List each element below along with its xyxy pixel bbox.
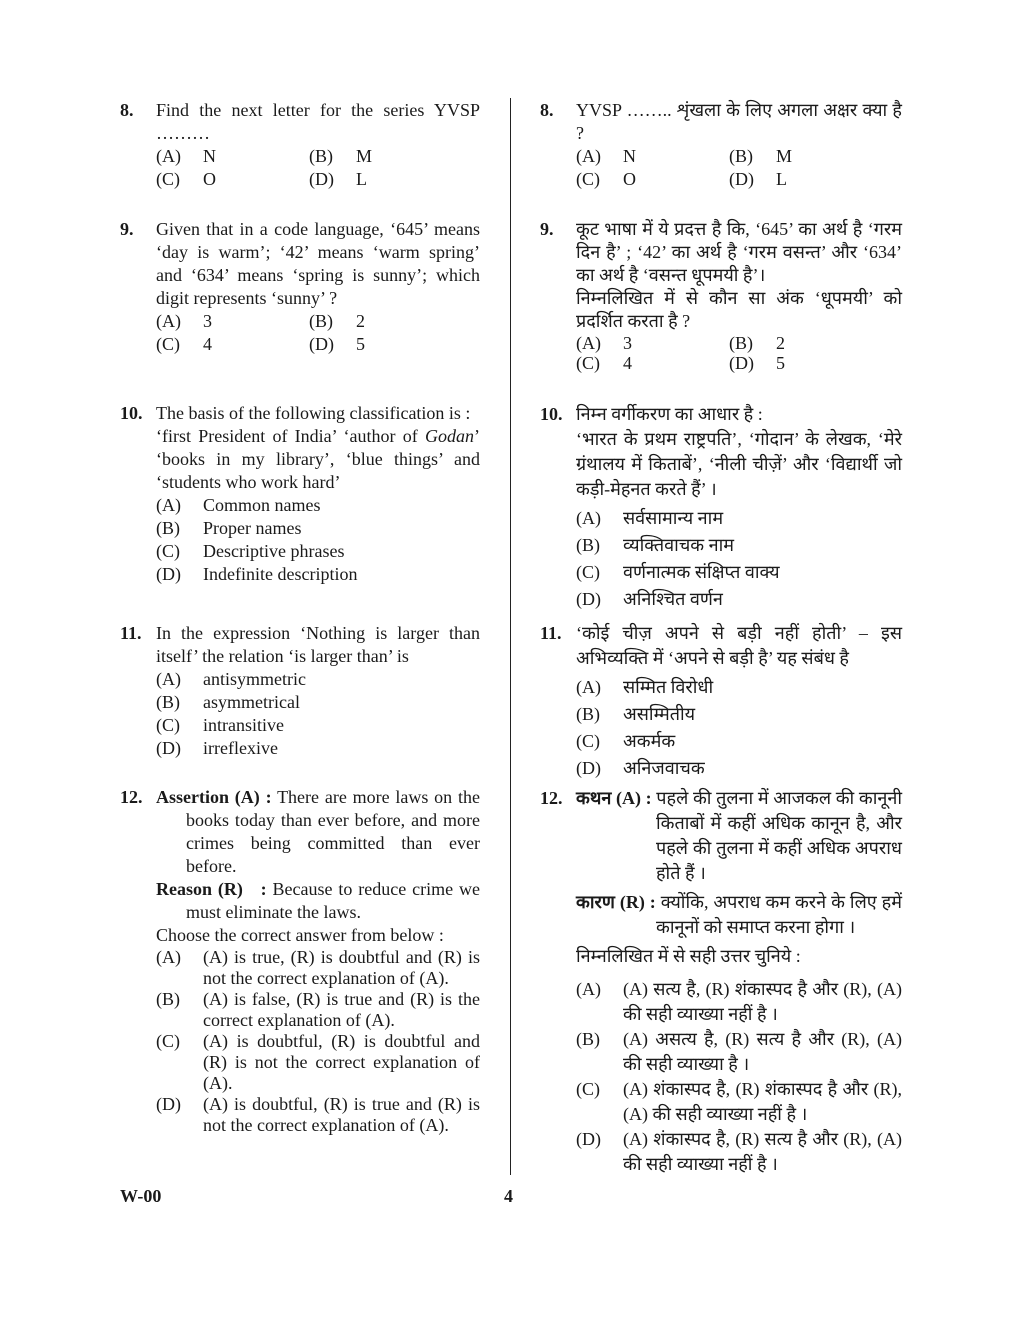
question-number: 10.	[120, 403, 143, 423]
option-b	[576, 533, 902, 558]
option-b	[729, 145, 902, 168]
option-text: अकर्मक	[623, 731, 676, 751]
option-label: (C)	[156, 715, 180, 735]
option-a	[576, 145, 729, 168]
column-divider	[510, 98, 511, 1175]
option-b	[309, 310, 480, 333]
option-label: (A)	[156, 495, 181, 515]
reason	[156, 878, 480, 924]
option-label: (D)	[156, 1094, 181, 1114]
option-label: (B)	[729, 146, 753, 166]
text-part: ‘first President of India’ ‘author of	[156, 426, 425, 446]
option-label: (B)	[309, 146, 333, 166]
options	[576, 333, 902, 373]
option-text: वर्णनात्मक संक्षिप्त वाक्य	[623, 562, 780, 582]
option-c	[576, 353, 729, 373]
question-text: In the expression ‘Nothing is larger than itself’ the relation ‘is larger than’ is	[156, 623, 480, 666]
options	[576, 977, 902, 1177]
question-12	[540, 786, 902, 1177]
option-label: (B)	[156, 518, 180, 538]
paper-code: W-00	[120, 1186, 162, 1206]
option-text: सम्मित विरोधी	[623, 677, 714, 697]
option-a	[156, 947, 480, 989]
option-label: (D)	[156, 738, 181, 758]
option-text: antisymmetric	[203, 669, 306, 689]
page-number: 4	[504, 1186, 513, 1206]
assertion-label: कथन (A) :	[576, 788, 652, 808]
reason-text: Because to reduce crime we must eliminate the laws.	[186, 879, 480, 922]
option-label: (B)	[156, 692, 180, 712]
option-text: M	[356, 146, 373, 166]
option-label: (B)	[576, 1029, 600, 1049]
book-title: Godan	[425, 426, 474, 446]
option-text: O	[623, 169, 636, 189]
option-text: asymmetrical	[203, 692, 300, 712]
option-label: (A)	[156, 311, 181, 331]
option-text: O	[203, 169, 216, 189]
assertion	[156, 786, 480, 878]
reason-label: कारण (R) :	[576, 892, 656, 912]
options	[576, 145, 902, 191]
option-label: (C)	[156, 1031, 180, 1051]
question-8	[540, 99, 902, 191]
option-text: L	[776, 169, 787, 189]
question-text: निम्न वर्गीकरण का आधार है :	[576, 404, 763, 424]
reason-label: Reason (R)	[156, 879, 243, 899]
option-label: (A)	[156, 146, 181, 166]
option-label: (C)	[576, 169, 600, 189]
option-label: (B)	[576, 535, 600, 555]
question-number: 9.	[120, 219, 134, 239]
option-d	[156, 563, 480, 586]
option-c	[576, 1077, 902, 1127]
option-d	[156, 737, 480, 760]
question-number: 10.	[540, 404, 563, 424]
question-9	[120, 218, 480, 356]
options	[576, 675, 902, 781]
option-label: (A)	[156, 669, 181, 689]
option-text: irreflexive	[203, 738, 278, 758]
option-label: (B)	[729, 333, 753, 353]
option-label: (C)	[576, 562, 600, 582]
option-a	[156, 668, 480, 691]
question-text-2: निम्नलिखित में से कौन सा अंक ‘धूपमयी’ को प्रदर्शित करता है ?	[576, 288, 902, 331]
option-label: (A)	[576, 146, 601, 166]
text-part: ’ ‘books in my library’, ‘blue things’ and ‘students who work hard’	[156, 426, 480, 492]
options	[156, 310, 480, 356]
question-number: 8.	[540, 100, 554, 120]
question-11	[120, 622, 480, 760]
option-c	[156, 333, 309, 356]
option-text: 2	[356, 311, 365, 331]
option-d	[576, 1127, 902, 1177]
classification-items: ‘भारत के प्रथम राष्ट्रपति’, ‘गोदान’ के लेखक, ‘मेरे ग्रंथालय में किताबें’, ‘नीली चीज़ें’ और ‘विद्यार्थी जो कड़ी-मेहनत करते हैं’ ।	[576, 429, 902, 499]
option-text: 3	[203, 311, 212, 331]
question-10	[120, 402, 480, 586]
question-number: 12.	[120, 787, 143, 807]
assertion-text: पहले की तुलना में आजकल की कानूनी किताबों में कहीं अधिक कानून है, और पहले की तुलना में कहीं अधिक अपराध होते हैं ।	[656, 788, 902, 883]
option-label: (C)	[156, 334, 180, 354]
option-label: (B)	[309, 311, 333, 331]
option-text: अनिश्चित वर्णन	[623, 589, 723, 609]
option-c	[576, 729, 902, 754]
option-text: (A) is doubtful, (R) is true and (R) is not the correct explanation of (A).	[203, 1094, 480, 1135]
option-text: (A) is false, (R) is true and (R) is the correct explanation of (A).	[203, 989, 480, 1030]
option-text: intransitive	[203, 715, 284, 735]
reason-colon: :	[260, 879, 273, 899]
option-label: (A)	[156, 947, 181, 967]
option-label: (B)	[156, 989, 180, 1009]
options	[156, 145, 480, 191]
option-b	[576, 1027, 902, 1077]
question-text: The basis of the following classification is :	[156, 403, 471, 423]
option-text: (A) शंकास्पद है, (R) शंकास्पद है और (R), (A) की सही व्याख्या नहीं है ।	[623, 1079, 902, 1124]
instruction: Choose the correct answer from below :	[156, 925, 444, 945]
question-text: ‘कोई चीज़ अपने से बड़ी नहीं होती’ – इस अभिव्यक्ति में ‘अपने से बड़ी है’ यह संबंध है	[576, 623, 902, 668]
option-a	[576, 977, 902, 1027]
option-d	[156, 1094, 480, 1136]
option-text: Proper names	[203, 518, 302, 538]
option-c	[156, 714, 480, 737]
assertion-label: Assertion (A) :	[156, 787, 272, 807]
option-text: व्यक्तिवाचक नाम	[623, 535, 735, 555]
question-8	[120, 99, 480, 191]
option-b	[156, 989, 480, 1031]
option-a	[156, 494, 480, 517]
options	[156, 668, 480, 760]
option-text: सर्वसामान्य नाम	[623, 508, 724, 528]
option-d	[576, 587, 902, 612]
option-text: (A) असत्य है, (R) सत्य है और (R), (A) की सही व्याख्या है ।	[623, 1029, 902, 1074]
question-number: 12.	[540, 788, 563, 808]
option-label: (D)	[729, 353, 754, 373]
question-11	[540, 621, 902, 783]
option-text: 4	[623, 353, 632, 373]
option-b	[576, 702, 902, 727]
option-b	[156, 691, 480, 714]
options	[156, 947, 480, 1136]
classification-items	[156, 425, 480, 494]
option-text: (A) is true, (R) is doubtful and (R) is not the correct explanation of (A).	[203, 947, 480, 988]
option-d	[729, 168, 902, 191]
question-12	[120, 786, 480, 1136]
option-label: (A)	[576, 677, 601, 697]
option-d	[576, 756, 902, 781]
option-text: 3	[623, 333, 632, 353]
option-text: अनिजवाचक	[623, 758, 705, 778]
option-a	[576, 675, 902, 700]
option-text: N	[623, 146, 636, 166]
option-a	[576, 333, 729, 353]
option-c	[576, 168, 729, 191]
question-number: 11.	[540, 623, 562, 643]
option-b	[156, 517, 480, 540]
option-text: 5	[356, 334, 365, 354]
option-text: Indefinite description	[203, 564, 358, 584]
option-label: (D)	[576, 589, 601, 609]
assertion	[576, 786, 902, 886]
option-b	[729, 333, 902, 353]
option-label: (D)	[576, 1129, 601, 1149]
option-text: 5	[776, 353, 785, 373]
option-text: L	[356, 169, 367, 189]
option-label: (A)	[576, 333, 601, 353]
option-text: N	[203, 146, 216, 166]
question-10	[540, 402, 902, 614]
option-text: M	[776, 146, 793, 166]
option-text: 4	[203, 334, 212, 354]
option-label: (C)	[576, 353, 600, 373]
reason-text: क्योंकि, अपराध कम करने के लिए हमें कानूनों को समाप्त करना होगा ।	[656, 892, 903, 937]
option-label: (C)	[576, 731, 600, 751]
option-label: (D)	[309, 334, 334, 354]
question-text: कूट भाषा में ये प्रदत्त है कि, ‘645’ का अर्थ है ‘गरम दिन है’ ; ‘42’ का अर्थ है ‘गरम वसन्त’ और ‘634’ का अर्थ है ‘वसन्त धूपमयी है’।	[576, 219, 902, 285]
option-c	[576, 560, 902, 585]
option-label: (A)	[576, 508, 601, 528]
option-text: (A) शंकास्पद है, (R) सत्य है और (R), (A) की सही व्याख्या नहीं है ।	[623, 1129, 902, 1174]
option-text: (A) is doubtful, (R) is doubtful and (R) is not the correct explanation of (A).	[203, 1031, 480, 1093]
question-number: 8.	[120, 100, 134, 120]
option-c	[156, 168, 309, 191]
options	[576, 506, 902, 612]
question-9	[540, 218, 902, 373]
option-label: (B)	[576, 704, 600, 724]
option-text: (A) सत्य है, (R) शंकास्पद है और (R), (A) की सही व्याख्या नहीं है ।	[623, 979, 902, 1024]
assertion-text: There are more laws on the books today than ever before, and more crimes being committed than ever before.	[186, 787, 480, 876]
option-text: Common names	[203, 495, 321, 515]
option-text: 2	[776, 333, 785, 353]
question-number: 11.	[120, 623, 142, 643]
question-text: YVSP …….. शृंखला के लिए अगला अक्षर क्या है ?	[576, 100, 902, 143]
option-label: (A)	[576, 979, 601, 999]
question-number: 9.	[540, 219, 554, 239]
option-label: (C)	[576, 1079, 600, 1099]
option-label: (D)	[576, 758, 601, 778]
option-a	[576, 506, 902, 531]
option-d	[309, 168, 480, 191]
option-a	[156, 310, 309, 333]
option-d	[309, 333, 480, 356]
option-label: (C)	[156, 541, 180, 561]
option-text: Descriptive phrases	[203, 541, 345, 561]
option-d	[729, 353, 902, 373]
reason	[576, 890, 902, 940]
option-label: (D)	[309, 169, 334, 189]
options	[156, 494, 480, 586]
option-label: (D)	[156, 564, 181, 584]
option-b	[309, 145, 480, 168]
option-a	[156, 145, 309, 168]
instruction: निम्नलिखित में से सही उत्तर चुनिये :	[576, 946, 801, 966]
option-label: (C)	[156, 169, 180, 189]
option-text: असम्मितीय	[623, 704, 696, 724]
option-label: (D)	[729, 169, 754, 189]
question-text: Find the next letter for the series YVSP ………	[156, 100, 480, 143]
question-text: Given that in a code language, ‘645’ means ‘day is warm’; ‘42’ means ‘warm spring’ and ‘634’ means ‘spring is sunny’; which digit represents ‘sunny’ ?	[156, 219, 480, 308]
option-c	[156, 540, 480, 563]
option-c	[156, 1031, 480, 1094]
